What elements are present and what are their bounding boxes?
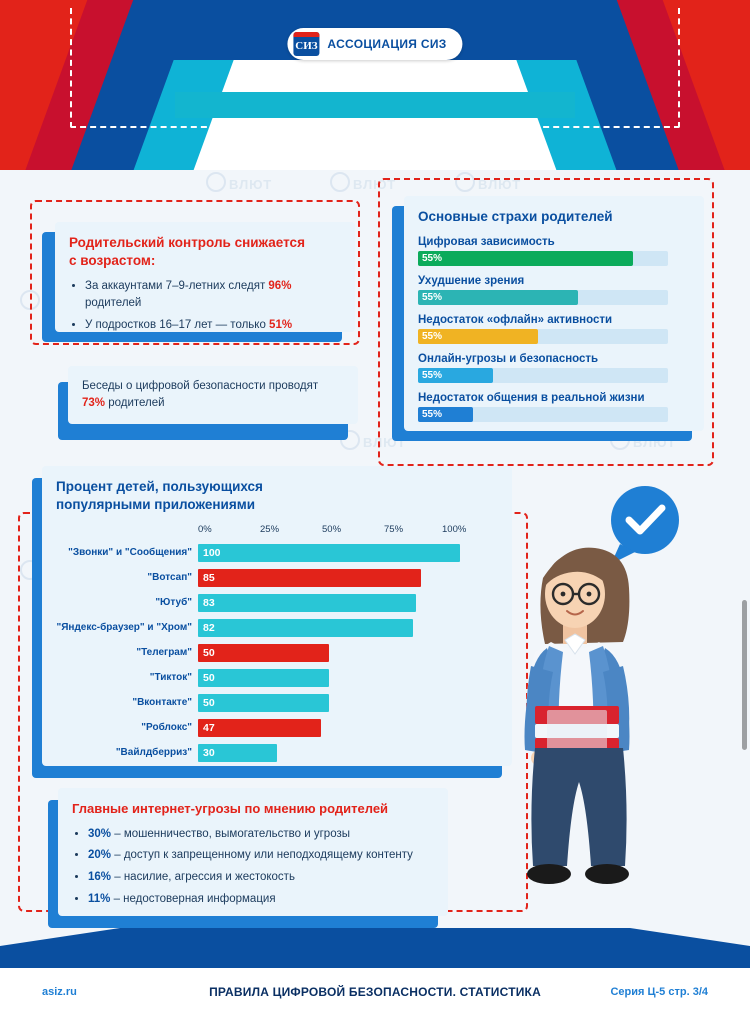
scrollbar[interactable] [742, 600, 747, 750]
apps-bar-item [56, 717, 498, 738]
threats-card [58, 788, 448, 916]
watermark: ВЛЮТ [455, 172, 521, 192]
fears-bar-track [418, 329, 668, 344]
apps-bar-item [56, 642, 498, 663]
apps-category-label: "Яндекс-браузер" и "Хром" [56, 622, 192, 634]
list-item: • У подростков 16–17 лет — только 51% [85, 317, 341, 334]
parental-control-list [69, 278, 341, 333]
apps-bar-fill: 83 [198, 594, 416, 612]
logo-icon [293, 32, 319, 56]
apps-bar-fill: 50 [198, 669, 329, 687]
fears-bar-fill: 55% [418, 290, 578, 305]
fears-bar-track [418, 368, 668, 383]
parental-control-title-line2: с возрастом: [69, 253, 156, 269]
value-30: 30% [88, 827, 112, 840]
check-bubble-icon [611, 486, 679, 564]
value-96: 96% [268, 280, 292, 293]
apps-category-label: "Вотсап" [147, 572, 192, 584]
logo-abbr: СИЗ [295, 40, 318, 52]
watermark: ВЛЮТ [206, 172, 272, 192]
illustration-teacher [495, 470, 750, 990]
fears-bar-item [418, 353, 690, 383]
footer-site-link[interactable]: asiz.ru [42, 986, 77, 998]
apps-category-label: "Телеграм" [136, 647, 192, 659]
list-item: • 16% – насилие, агрессия и жестокость [88, 869, 434, 886]
fears-bar-fill: 55% [418, 251, 633, 266]
parental-control-title [69, 234, 341, 270]
apps-bar-item [56, 592, 498, 613]
fears-chart [404, 196, 704, 431]
apps-category-label: "Вайлдберриз" [115, 747, 192, 759]
value-11: 11% [88, 892, 111, 905]
fears-bar-item [418, 236, 690, 266]
axis-tick-25: 25% [260, 524, 280, 536]
watermark: ВЛЮТ [340, 430, 406, 450]
axis-tick-50: 50% [322, 524, 342, 536]
footer [0, 968, 750, 1024]
fears-category-label: Недостаток «офлайн» активности [418, 314, 613, 327]
apps-bar-fill: 47 [198, 719, 321, 737]
banner-dashed-frame [70, 8, 680, 128]
fears-bar-track [418, 290, 668, 305]
apps-bar-item [56, 692, 498, 713]
talks-text: Беседы о цифровой безопасности проводят 73% родителей [82, 380, 319, 410]
parental-control-title-line1: Родительский контроль снижается [69, 235, 305, 250]
axis-tick-75: 75% [384, 524, 404, 536]
fears-bar-track [418, 407, 668, 422]
fears-bar-item [418, 392, 690, 422]
apps-category-label: "Роблокс" [141, 722, 192, 734]
apps-bar-fill: 85 [198, 569, 421, 587]
footer-band-blue [0, 928, 750, 968]
list-item: • 11% – недостоверная информация [88, 891, 434, 908]
fears-bar-fill: 55% [418, 329, 538, 344]
fears-chart-title: Основные страхи родителей [418, 209, 613, 224]
apps-bar-item [56, 617, 498, 638]
fears-category-label: Цифровая зависимость [418, 236, 555, 249]
fears-bar-fill: 55% [418, 407, 473, 422]
apps-bars [56, 542, 498, 763]
fears-category-label: Ухудшение зрения [418, 275, 525, 288]
apps-category-label: "Вконтакте" [132, 697, 192, 709]
logo-text: АССОЦИАЦИЯ СИЗ [327, 37, 447, 51]
apps-bar-item [56, 667, 498, 688]
brand-logo [287, 28, 462, 60]
threats-list [72, 826, 434, 908]
threats-title: Главные интернет-угрозы по мнению родителей [72, 801, 389, 816]
watermark: ВЛЮТ [330, 172, 396, 192]
talks-card [68, 366, 358, 424]
footer-series: Серия Ц-5 стр. 3/4 [610, 986, 708, 998]
fears-bar-track [418, 251, 668, 266]
apps-chart [42, 466, 512, 766]
list-item: • За аккаунтами 7–9-летних следят 96% родителей [85, 278, 341, 311]
axis-tick-0: 0% [198, 524, 212, 536]
list-item: • 30% – мошенничество, вымогательство и угрозы [88, 826, 434, 843]
header-banner [0, 0, 750, 170]
apps-bar-item [56, 742, 498, 763]
apps-bar-fill: 82 [198, 619, 413, 637]
footer-title: ПРАВИЛА ЦИФРОВОЙ БЕЗОПАСНОСТИ. СТАТИСТИКА [209, 985, 541, 999]
apps-bar-item [56, 567, 498, 588]
apps-category-label: "Тикток" [149, 672, 192, 684]
parental-control-card [55, 222, 355, 332]
apps-bar-fill: 30 [198, 744, 277, 762]
fears-category-label: Недостаток общения в реальной жизни [418, 392, 645, 405]
fears-bar-item [418, 275, 690, 305]
apps-chart-xaxis [198, 524, 488, 538]
value-20: 20% [88, 849, 112, 862]
apps-category-label: "Звонки" и "Сообщения" [68, 547, 192, 559]
logo-icon-bar [293, 32, 319, 37]
fears-bar-fill: 55% [418, 368, 493, 383]
apps-category-label: "Ютуб" [155, 597, 192, 609]
list-item: • 20% – доступ к запрещенному или неподходящему контенту [88, 847, 434, 864]
value-51: 51% [269, 318, 293, 331]
fears-bar-item [418, 314, 690, 344]
apps-bar-fill: 100 [198, 544, 460, 562]
apps-bar-fill: 50 [198, 644, 329, 662]
fears-category-label: Онлайн-угрозы и безопасность [418, 353, 599, 366]
value-73: 73% [82, 397, 106, 410]
watermark: ВЛЮТ [610, 430, 676, 450]
apps-bar-fill: 50 [198, 694, 329, 712]
axis-tick-100: 100% [442, 524, 467, 536]
apps-chart-title: Процент детей, пользующихся популярными приложениями [56, 479, 263, 513]
apps-bar-item [56, 542, 498, 563]
value-16: 16% [88, 870, 112, 883]
